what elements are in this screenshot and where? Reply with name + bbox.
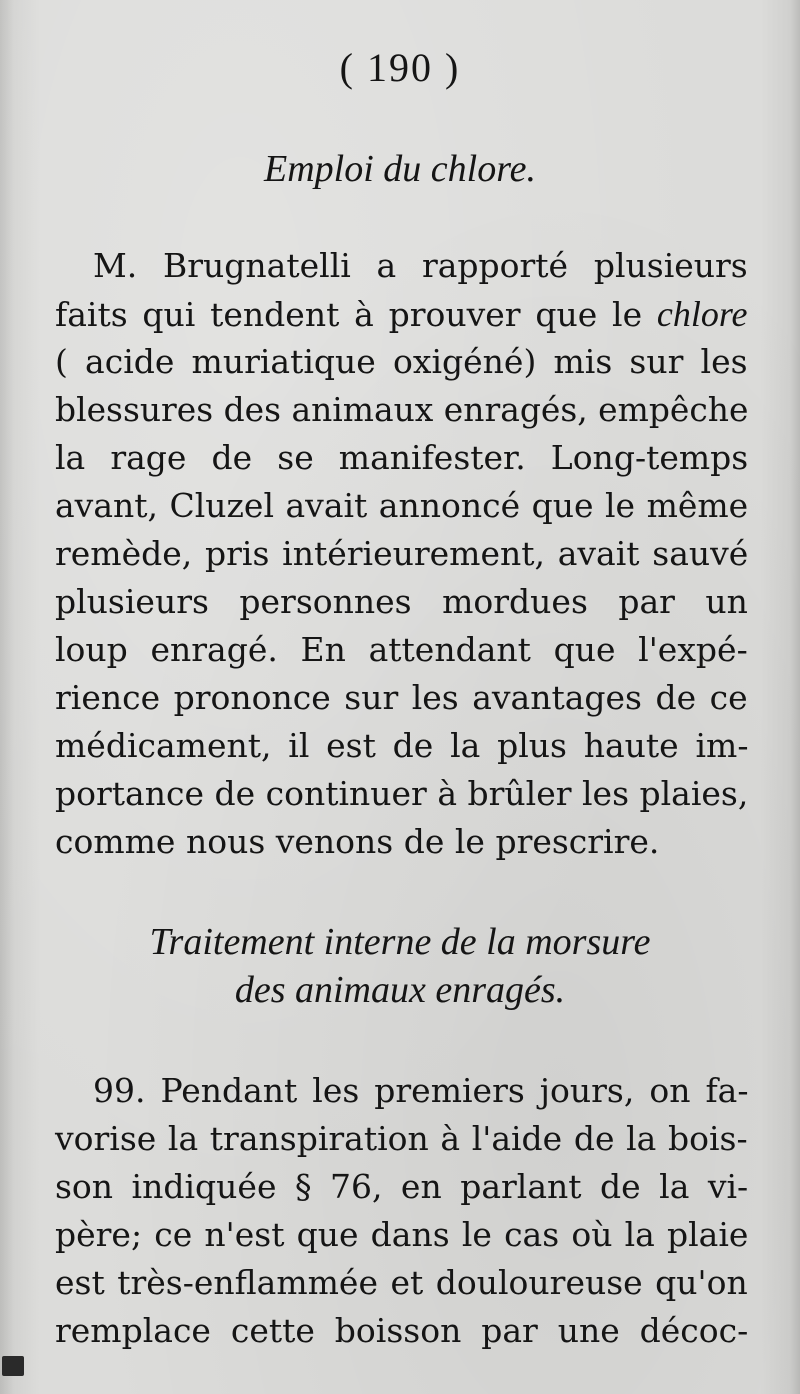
paragraph-line: portance de continuer à brûler les plaies, (55, 774, 749, 813)
paragraph-line: père; ce n'est que dans le cas où la plaie (55, 1215, 749, 1254)
paragraph-line: blessures des animaux enragés, empêche (55, 390, 749, 429)
paragraph-line: médicament, il est de la plus haute im- (55, 726, 749, 765)
paragraph-line: est très-enflammée et douloureuse qu'on (55, 1263, 748, 1302)
section-heading-chlore: Emploi du chlore. (264, 148, 536, 190)
italic-term: chlore (656, 294, 748, 334)
paragraph-line: avant, Cluzel avait annoncé que le même (55, 486, 749, 525)
paragraph-line: plusieurs personnes mordues par un (55, 582, 748, 621)
paragraph-line: comme nous venons de le prescrire. (55, 822, 660, 861)
paragraph-line: vorise la transpiration à l'aide de la bois- (55, 1119, 748, 1158)
paragraph-line: M. Brugnatelli a rapporté plusieurs (93, 246, 748, 285)
page-number: ( 190 ) (339, 45, 461, 90)
paragraph-line: la rage de se manifester. Long-temps (55, 438, 749, 477)
paragraph-line: remplace cette boisson par une décoc- (55, 1311, 749, 1350)
paragraph-line: remède, pris intérieurement, avait sauvé (55, 534, 749, 573)
paragraph-line: ( acide muriatique oxigéné) mis sur les (55, 342, 748, 381)
scan-edge-mark (2, 1356, 24, 1376)
paragraph-line: 99. Pendant les premiers jours, on fa- (93, 1071, 749, 1110)
section-heading-traitement: Traitement interne de la morsure (149, 921, 651, 963)
paragraph-line: loup enragé. En attendant que l'expé- (55, 630, 748, 669)
paragraph-line: faits qui tendent à prouver que le chlore (55, 294, 748, 334)
section-heading-traitement-cont: des animaux enragés. (234, 969, 566, 1011)
paragraph-line: rience prononce sur les avantages de ce (55, 678, 748, 717)
paragraph-line: son indiquée § 76, en parlant de la vi- (55, 1167, 749, 1206)
